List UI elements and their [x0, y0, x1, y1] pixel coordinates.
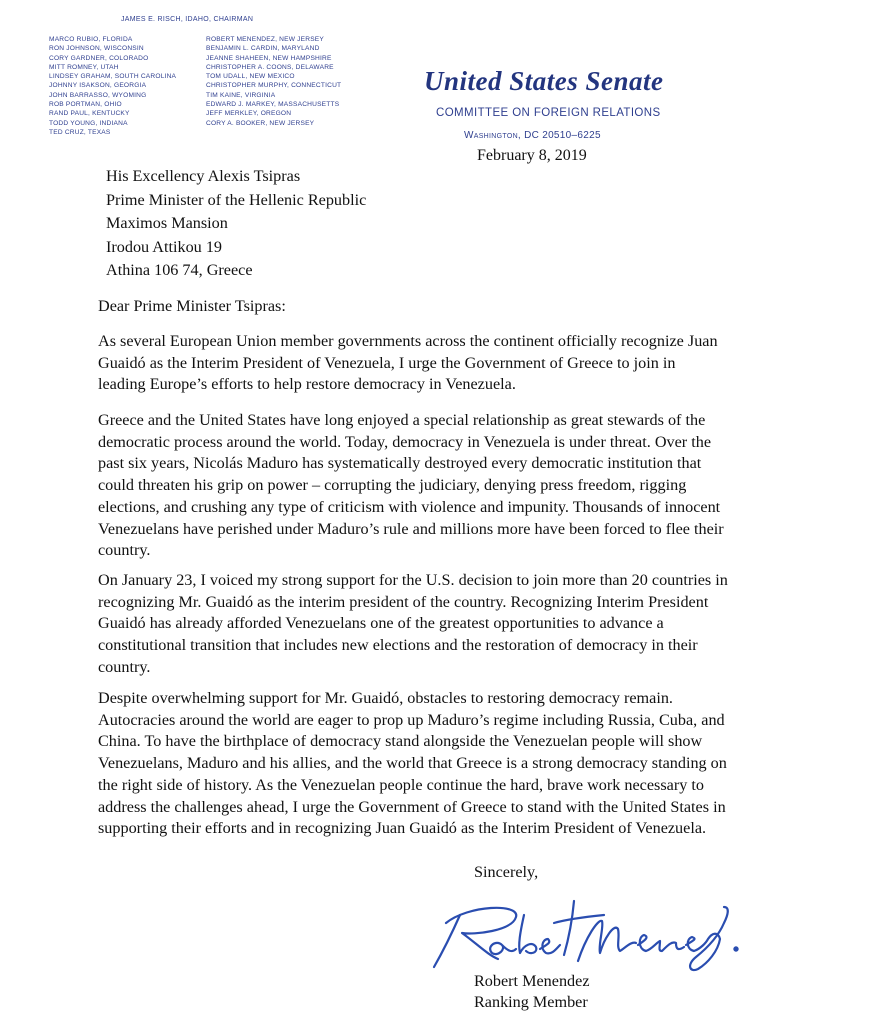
member-name: MITT ROMNEY, UTAH	[49, 63, 119, 71]
recipient-address-block	[106, 165, 366, 283]
text-line: Guaidó has already afforded Venezuelans one of the greatest opportunities to advance a	[98, 614, 664, 633]
text-line: country.	[98, 657, 151, 676]
recipient-line: His Excellency Alexis Tsipras	[106, 167, 301, 185]
text-line: Autocracies around the world are eager to prop up Maduro’s regime including Russia, Cuba, and	[98, 710, 725, 729]
member-name: CHRISTOPHER A. COONS, DELAWARE	[206, 63, 334, 71]
member-name: EDWARD J. MARKEY, MASSACHUSETTS	[206, 101, 340, 109]
text-line: supporting their efforts and in recognizing Juan Guaidó as the Interim President of Venezuela.	[98, 819, 707, 838]
text-line: As several European Union member governments across the continent officially recognize Juan	[98, 332, 718, 350]
text-line: Guaidó as the Interim President of Venezuela, I urge the Government of Greece to join in	[98, 353, 676, 372]
letter-date: February 8, 2019	[477, 147, 587, 164]
committee-name: COMMITTEE ON FOREIGN RELATIONS	[436, 107, 661, 119]
body-paragraph-2	[98, 410, 760, 562]
text-line: past six years, Nicolás Maduro has systematically destroyed every democratic institution that	[98, 454, 702, 473]
body-paragraph-3	[98, 570, 760, 679]
member-name: CORY GARDNER, COLORADO	[49, 54, 149, 62]
member-name: LINDSEY GRAHAM, SOUTH CAROLINA	[49, 73, 177, 81]
member-name: TIM KAINE, VIRGINIA	[206, 91, 276, 99]
salutation: Dear Prime Minister Tsipras:	[98, 297, 286, 315]
text-line: Venezuelans, Maduro and his allies, and the world that Greece is a strong democracy standing on	[98, 754, 727, 773]
committee-address: Washington, DC 20510–6225	[464, 130, 601, 141]
recipient-line: Athina 106 74, Greece	[106, 261, 253, 279]
text-line: the right side of history. As the Venezuelan people continue the hard, brave work necessary to	[98, 775, 704, 794]
member-name: TED CRUZ, TEXAS	[49, 128, 111, 136]
recipient-line: Prime Minister of the Hellenic Republic	[106, 190, 367, 209]
recipient-line: Maximos Mansion	[106, 214, 228, 232]
member-name: JOHN BARRASSO, WYOMING	[49, 91, 147, 99]
text-line: elections, and crushing any type of criticism with violence and impunity. Thousands of innocent	[98, 497, 721, 516]
member-name: ROB PORTMAN, OHIO	[49, 101, 122, 109]
member-name: JEANNE SHAHEEN, NEW HAMPSHIRE	[206, 54, 332, 62]
member-name: MARCO RUBIO, FLORIDA	[49, 36, 133, 43]
text-line: democratic process around the world. Today, democracy in Venezuela is under threat. Over the	[98, 432, 712, 451]
member-name: RON JOHNSON, WISCONSIN	[49, 45, 144, 53]
member-name: TOM UDALL, NEW MEXICO	[206, 73, 295, 81]
text-line: On January 23, I voiced my strong support for the U.S. decision to join more than 20 countries in	[98, 571, 728, 589]
committee-chairman: JAMES E. RISCH, IDAHO, CHAIRMAN	[121, 16, 254, 23]
senate-title: United States Senate	[424, 66, 664, 96]
text-line: recognizing Mr. Guaidó as the interim president of the country. Recognizing Interim President	[98, 592, 709, 611]
member-name: RAND PAUL, KENTUCKY	[49, 110, 130, 118]
member-name: CORY A. BOOKER, NEW JERSEY	[206, 119, 315, 127]
signer-name: Robert Menendez	[474, 972, 590, 990]
text-line: Venezuelans have perished under Maduro’s rule and millions more have been forced to flee their	[98, 519, 724, 538]
text-line: Greece and the United States have long enjoyed a special relationship as great stewards of the	[98, 411, 706, 429]
body-paragraph-1	[98, 331, 760, 396]
text-line: leading Europe’s efforts to help restore democracy in Venezuela.	[98, 375, 516, 394]
body-paragraph-4	[98, 688, 760, 840]
text-line: could threaten his grip on power – corrupting the judiciary, denying press freedom, rigging	[98, 476, 687, 495]
member-name: JOHNNY ISAKSON, GEORGIA	[49, 82, 147, 90]
text-line: constitutional transition that includes new elections and the restoration of democracy in their	[98, 636, 698, 655]
handwritten-signature	[428, 893, 748, 975]
majority-members-list	[49, 35, 176, 137]
text-line: address the challenges ahead, I urge the Government of Greece to stand with the United States in	[98, 797, 726, 816]
member-name: JEFF MERKLEY, OREGON	[206, 110, 292, 118]
minority-members-list	[206, 35, 341, 128]
member-name: BENJAMIN L. CARDIN, MARYLAND	[206, 45, 320, 53]
signer-title: Ranking Member	[474, 993, 588, 1011]
text-line: China. To have the birthplace of democracy stand alongside the Venezuelan people will show	[98, 732, 703, 751]
text-line: Despite overwhelming support for Mr. Guaidó, obstacles to restoring democracy remain.	[98, 689, 673, 707]
text-line: country.	[98, 541, 151, 560]
member-name: ROBERT MENENDEZ, NEW JERSEY	[206, 36, 324, 43]
closing: Sincerely,	[474, 863, 539, 881]
recipient-line: Irodou Attikou 19	[106, 237, 223, 256]
member-name: TODD YOUNG, INDIANA	[49, 119, 128, 127]
member-name: CHRISTOPHER MURPHY, CONNECTICUT	[206, 82, 342, 90]
